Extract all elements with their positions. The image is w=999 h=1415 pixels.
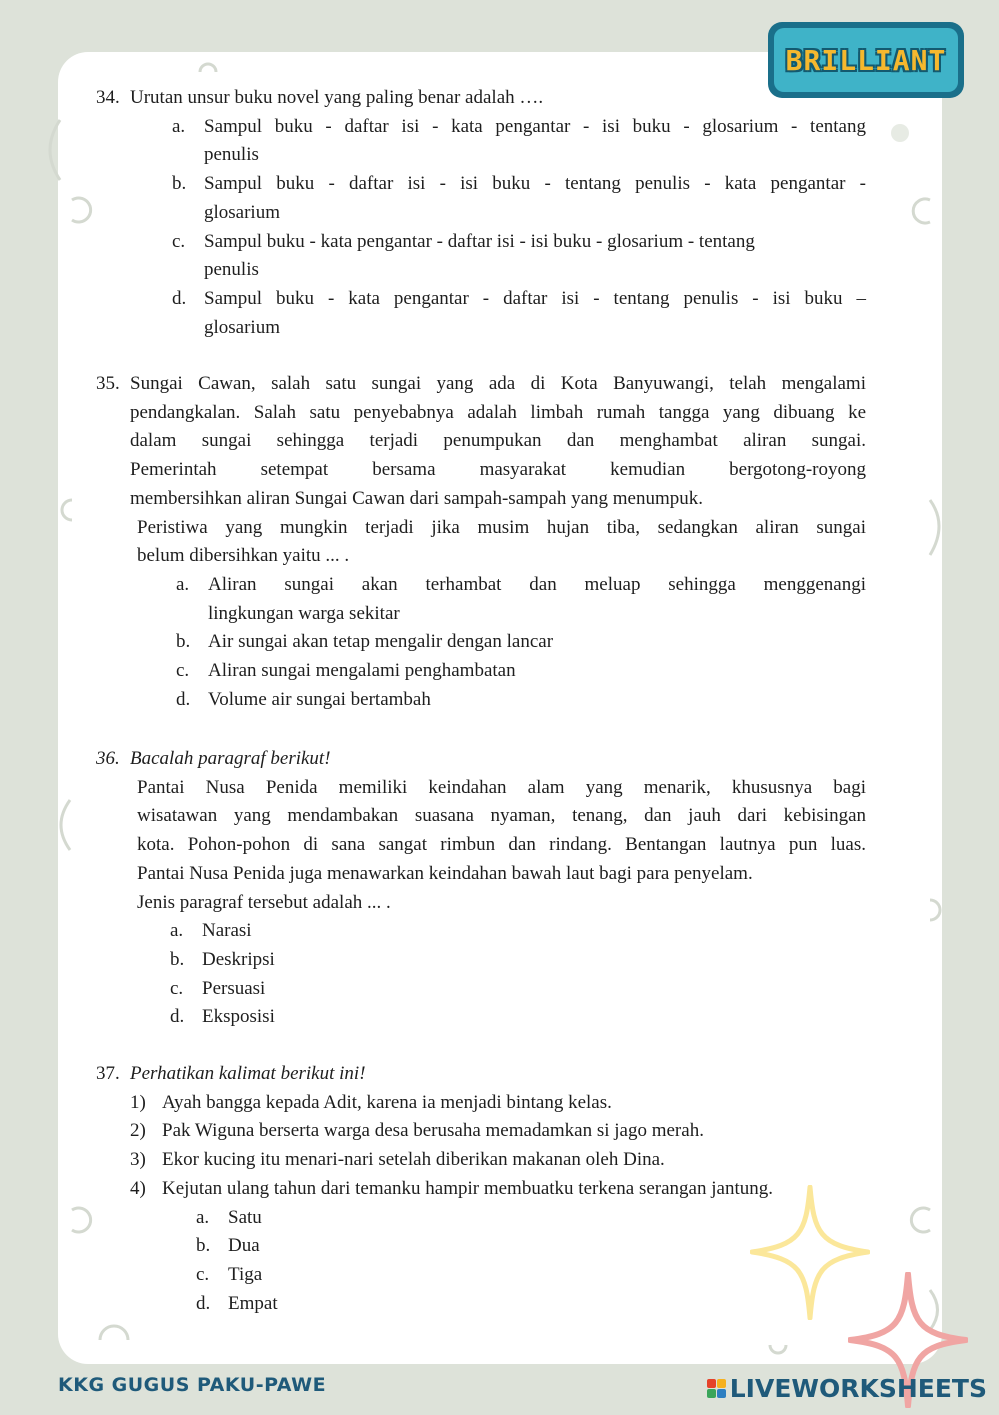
option-text: Aliran sungai mengalami penghambatan <box>208 660 516 682</box>
option-text: Empat <box>228 1292 278 1314</box>
passage-line: wisatawan yang mendambakan suasana nyaman, tenang, dan jauh dari kebisingan <box>137 805 866 827</box>
option-text-cont: glosarium <box>204 316 280 338</box>
option-a[interactable] <box>176 571 866 628</box>
option-d[interactable] <box>176 686 866 715</box>
option-text: Sampul buku - daftar isi - isi buku - tentang penulis - kata pengantar - <box>204 173 866 195</box>
option-label: c. <box>170 977 184 999</box>
option-text: Dua <box>228 1235 260 1257</box>
option-text: Sampul buku - daftar isi - kata pengantar - isi buku - glosarium - tentang <box>204 115 866 137</box>
option-label: b. <box>176 631 191 653</box>
question-prompt: Peristiwa yang mungkin terjadi jika musim hujan tiba, sedangkan aliran sungai <box>137 516 866 538</box>
liveworksheets-brand[interactable] <box>707 1372 987 1404</box>
option-label: b. <box>196 1235 211 1257</box>
option-text: Volume air sungai bertambah <box>208 688 431 710</box>
option-label: a. <box>176 573 190 595</box>
sentence-text: Pak Wiguna berserta warga desa berusaha memadamkan si jago merah. <box>162 1120 704 1142</box>
option-b[interactable] <box>172 170 866 227</box>
option-text: Sampul buku - kata pengantar - daftar isi - tentang penulis - isi buku – <box>204 287 866 309</box>
option-b[interactable] <box>176 628 866 657</box>
sentence-label: 4) <box>130 1177 146 1199</box>
sentence-item <box>130 1117 866 1146</box>
question-number: 35. <box>96 373 120 394</box>
option-a[interactable] <box>170 917 866 946</box>
option-label: d. <box>170 1006 185 1028</box>
option-label: c. <box>172 230 186 252</box>
question-text: Urutan unsur buku novel yang paling benar adalah …. <box>130 87 544 108</box>
sentence-label: 1) <box>130 1091 146 1113</box>
option-label: a. <box>196 1206 210 1228</box>
liveworksheets-text: LIVEWORKSHEETS <box>729 1373 987 1403</box>
sentence-text: Ayah bangga kepada Adit, karena ia menjadi bintang kelas. <box>162 1091 612 1113</box>
option-label: d. <box>196 1292 211 1314</box>
option-label: c. <box>176 660 190 682</box>
footer-school-name: KKG GUGUS PAKU-PAWE <box>58 1374 327 1396</box>
option-text-cont: lingkungan warga sekitar <box>208 602 400 624</box>
sentence-item <box>130 1146 866 1175</box>
sentence-label: 3) <box>130 1149 146 1171</box>
option-c[interactable] <box>170 975 866 1004</box>
option-label: a. <box>170 920 184 942</box>
option-text: Aliran sungai akan terhambat dan meluap sehingga menggenangi <box>208 573 866 595</box>
question-prompt: Jenis paragraf tersebut adalah ... . <box>137 891 391 913</box>
option-b[interactable] <box>170 946 866 975</box>
sentence-text: Kejutan ulang tahun dari temanku hampir membuatku terkena serangan jantung. <box>162 1177 773 1199</box>
option-text-cont: penulis <box>204 144 259 166</box>
option-text: Air sungai akan tetap mengalir dengan lancar <box>208 631 554 653</box>
passage-line: kota. Pohon-pohon di sana sangat rimbun dan rindang. Bentangan lautnya pun luas. <box>137 834 866 856</box>
option-a[interactable] <box>172 113 866 170</box>
passage-line: Pantai Nusa Penida memiliki keindahan alam yang menarik, khususnya bagi <box>137 776 866 798</box>
passage-line: Sungai Cawan, salah satu sungai yang ada di Kota Banyuwangi, telah mengalami <box>130 373 866 394</box>
question-prompt-cont: belum dibersihkan yaitu ... . <box>137 545 350 567</box>
question-number: 34. <box>96 87 120 108</box>
option-text: Deskripsi <box>202 948 275 970</box>
option-label: d. <box>176 688 191 710</box>
question-number: 37. <box>96 1063 120 1084</box>
option-text: Eksposisi <box>202 1006 275 1028</box>
option-label: d. <box>172 287 187 309</box>
question-36 <box>96 745 866 1032</box>
option-label: b. <box>172 173 187 195</box>
option-d[interactable] <box>170 1003 866 1032</box>
option-label: a. <box>172 115 186 137</box>
option-c[interactable] <box>172 228 866 285</box>
liveworksheets-logo-icon <box>707 1379 726 1398</box>
brand-badge-text: BRILLIANT <box>774 28 958 92</box>
question-heading: Bacalah paragraf berikut! <box>130 748 331 769</box>
option-label: c. <box>196 1263 210 1285</box>
question-heading: Perhatikan kalimat berikut ini! <box>130 1063 366 1084</box>
option-text: Satu <box>228 1206 262 1228</box>
passage-line: Pantai Nusa Penida juga menawarkan keindahan bawah laut bagi para penyelam. <box>137 862 753 884</box>
question-34 <box>96 84 866 342</box>
passage-line: pendangkalan. Salah satu penyebabnya adalah limbah rumah tangga yang dibuang ke <box>130 401 866 423</box>
passage-line: dalam sungai sehingga terjadi penumpukan dan menghambat aliran sungai. <box>130 430 866 452</box>
option-text-cont: glosarium <box>204 201 280 223</box>
question-35 <box>96 370 866 714</box>
option-text: Tiga <box>228 1263 263 1285</box>
option-c[interactable] <box>176 657 866 686</box>
sentence-text: Ekor kucing itu menari-nari setelah diberikan makanan oleh Dina. <box>162 1149 665 1171</box>
option-text: Narasi <box>202 920 252 942</box>
question-number: 36. <box>96 748 120 769</box>
option-text-cont: penulis <box>204 259 259 281</box>
option-text: Persuasi <box>202 977 266 999</box>
option-d[interactable] <box>172 285 866 342</box>
passage-line: membersihkan aliran Sungai Cawan dari sampah-sampah yang menumpuk. <box>130 487 704 509</box>
option-text: Sampul buku - kata pengantar - daftar isi - isi buku - glosarium - tentang <box>204 230 755 252</box>
passage-line: Pemerintah setempat bersama masyarakat kemudian bergotong-royong <box>130 459 866 481</box>
sentence-label: 2) <box>130 1120 146 1142</box>
sentence-item <box>130 1089 866 1118</box>
option-label: b. <box>170 948 185 970</box>
